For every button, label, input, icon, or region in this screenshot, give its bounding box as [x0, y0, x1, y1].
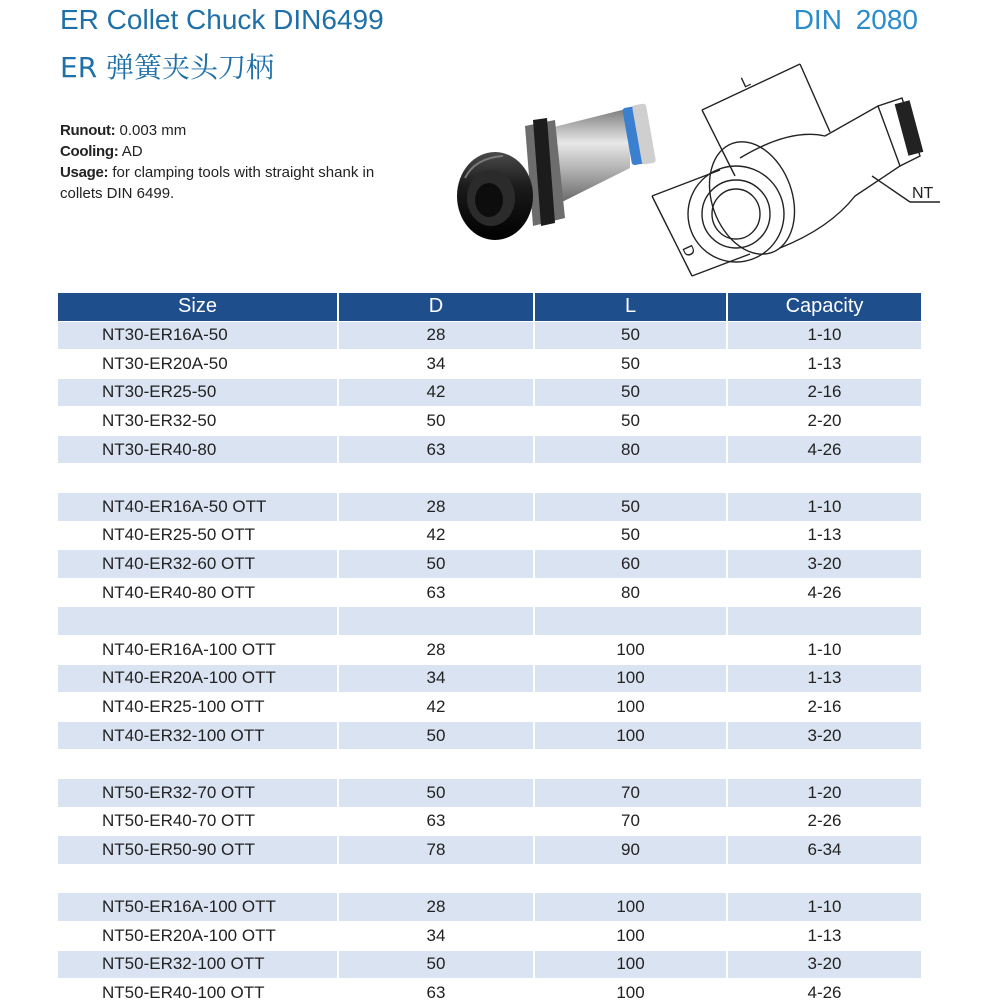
cell-size: NT50-ER40-70 OTT [58, 807, 338, 836]
cell-capacity: 1-10 [727, 893, 921, 922]
cell-capacity: 4-26 [727, 578, 921, 607]
cell-capacity: 1-13 [727, 521, 921, 550]
cell-d: 50 [338, 407, 534, 436]
cell-capacity: 6-34 [727, 836, 921, 865]
specification-table-container [58, 293, 921, 1000]
cell-d: 28 [338, 636, 534, 665]
cell-l: 100 [534, 721, 727, 750]
cell-l: 90 [534, 836, 727, 865]
cell-size: NT40-ER25-100 OTT [58, 693, 338, 722]
cell-d: 42 [338, 693, 534, 722]
cell-d: 34 [338, 664, 534, 693]
table-row [58, 550, 921, 579]
cell-d: 63 [338, 578, 534, 607]
cell-size: NT50-ER40-100 OTT [58, 979, 338, 1000]
cell-capacity: 3-20 [727, 721, 921, 750]
header-l: L [534, 293, 727, 321]
header-size: Size [58, 293, 338, 321]
cell-d [338, 864, 534, 893]
cell-l: 50 [534, 350, 727, 379]
table-row [58, 607, 921, 636]
cell-l: 50 [534, 493, 727, 522]
cell-d: 63 [338, 435, 534, 464]
cell-d: 50 [338, 779, 534, 808]
cell-capacity [727, 607, 921, 636]
table-row [58, 578, 921, 607]
cell-capacity: 1-10 [727, 493, 921, 522]
cell-capacity: 3-20 [727, 950, 921, 979]
cell-l: 80 [534, 435, 727, 464]
cell-l: 50 [534, 321, 727, 350]
cell-d: 28 [338, 893, 534, 922]
table-row [58, 493, 921, 522]
cell-d: 63 [338, 979, 534, 1000]
cell-capacity: 2-26 [727, 807, 921, 836]
cell-l: 50 [534, 521, 727, 550]
drawing-label-l: L [738, 72, 754, 92]
cell-d: 63 [338, 807, 534, 836]
cell-capacity: 2-20 [727, 407, 921, 436]
table-row [58, 893, 921, 922]
cell-size: NT50-ER32-70 OTT [58, 779, 338, 808]
cell-size [58, 750, 338, 779]
cell-d: 34 [338, 921, 534, 950]
cell-d: 42 [338, 521, 534, 550]
cell-capacity: 4-26 [727, 979, 921, 1000]
table-row [58, 664, 921, 693]
table-row [58, 435, 921, 464]
cell-size: NT30-ER32-50 [58, 407, 338, 436]
cell-d [338, 607, 534, 636]
cell-capacity [727, 464, 921, 493]
header-capacity: Capacity [727, 293, 921, 321]
cell-size: NT40-ER25-50 OTT [58, 521, 338, 550]
cell-size [58, 607, 338, 636]
cell-l: 100 [534, 893, 727, 922]
cooling-line [60, 141, 380, 162]
cell-capacity: 2-16 [727, 693, 921, 722]
cell-d [338, 464, 534, 493]
cell-size: NT40-ER16A-50 OTT [58, 493, 338, 522]
cell-l: 70 [534, 779, 727, 808]
cell-size: NT40-ER20A-100 OTT [58, 664, 338, 693]
table-row [58, 693, 921, 722]
usage-line [60, 162, 380, 204]
runout-line [60, 120, 380, 141]
cell-d: 50 [338, 721, 534, 750]
table-row [58, 836, 921, 865]
cell-capacity: 1-13 [727, 350, 921, 379]
cell-l [534, 607, 727, 636]
cell-l: 80 [534, 578, 727, 607]
cell-l [534, 864, 727, 893]
cell-size [58, 464, 338, 493]
cell-capacity [727, 864, 921, 893]
usage-value: for clamping tools with straight shank in collets DIN 6499. [60, 164, 375, 202]
table-row [58, 378, 921, 407]
cell-size: NT40-ER40-80 OTT [58, 578, 338, 607]
cell-d: 78 [338, 836, 534, 865]
cell-d: 50 [338, 950, 534, 979]
cell-d: 42 [338, 378, 534, 407]
table-row [58, 321, 921, 350]
cell-capacity: 4-26 [727, 435, 921, 464]
cell-size: NT30-ER16A-50 [58, 321, 338, 350]
runout-label: Runout: [60, 122, 116, 139]
cell-l [534, 750, 727, 779]
cell-l: 60 [534, 550, 727, 579]
cell-l [534, 464, 727, 493]
table-row [58, 464, 921, 493]
cell-size: NT40-ER32-100 OTT [58, 721, 338, 750]
cell-d: 28 [338, 493, 534, 522]
page-title-chinese: ER 弹簧夹头刀柄 [60, 51, 275, 84]
table-row [58, 807, 921, 836]
cell-capacity: 1-13 [727, 921, 921, 950]
cell-capacity: 2-16 [727, 378, 921, 407]
cell-capacity: 1-13 [727, 664, 921, 693]
cell-d: 28 [338, 321, 534, 350]
cell-size: NT50-ER32-100 OTT [58, 950, 338, 979]
cell-d [338, 750, 534, 779]
cell-l: 100 [534, 664, 727, 693]
table-row [58, 979, 921, 1000]
cell-size: NT40-ER16A-100 OTT [58, 636, 338, 665]
cell-l: 70 [534, 807, 727, 836]
drawing-label-nt: NT [912, 185, 934, 202]
cell-size: NT50-ER50-90 OTT [58, 836, 338, 865]
cell-size: NT30-ER20A-50 [58, 350, 338, 379]
page-title: ER Collet Chuck DIN6499 [60, 4, 384, 35]
cell-l: 50 [534, 378, 727, 407]
table-row [58, 921, 921, 950]
cell-l: 100 [534, 636, 727, 665]
table-row [58, 950, 921, 979]
table-header-row [58, 293, 921, 321]
drawing-label-d: D [678, 242, 699, 260]
cell-l: 100 [534, 979, 727, 1000]
table-row [58, 779, 921, 808]
cell-size: NT30-ER25-50 [58, 378, 338, 407]
cell-l: 100 [534, 950, 727, 979]
table-row [58, 636, 921, 665]
cell-size: NT40-ER32-60 OTT [58, 550, 338, 579]
cell-capacity: 3-20 [727, 550, 921, 579]
cell-size [58, 864, 338, 893]
standard-label: DIN 2080 [793, 4, 918, 35]
table-row [58, 521, 921, 550]
spec-block [60, 120, 380, 204]
runout-value: 0.003 mm [119, 122, 187, 139]
cell-l: 50 [534, 407, 727, 436]
cell-capacity: 1-10 [727, 636, 921, 665]
table-row [58, 864, 921, 893]
usage-label: Usage: [60, 164, 109, 181]
cell-capacity [727, 750, 921, 779]
cell-capacity: 1-20 [727, 779, 921, 808]
cell-d: 34 [338, 350, 534, 379]
cell-capacity: 1-10 [727, 321, 921, 350]
table-row [58, 407, 921, 436]
cooling-value: AD [121, 143, 143, 160]
specification-table [58, 293, 921, 1000]
cell-l: 100 [534, 693, 727, 722]
table-row [58, 721, 921, 750]
header-d: D [338, 293, 534, 321]
cell-d: 50 [338, 550, 534, 579]
dimension-drawing [640, 58, 940, 288]
table-row [58, 350, 921, 379]
cooling-label: Cooling: [60, 143, 119, 160]
cell-size: NT50-ER16A-100 OTT [58, 893, 338, 922]
table-row [58, 750, 921, 779]
cell-size: NT30-ER40-80 [58, 435, 338, 464]
cell-l: 100 [534, 921, 727, 950]
cell-size: NT50-ER20A-100 OTT [58, 921, 338, 950]
